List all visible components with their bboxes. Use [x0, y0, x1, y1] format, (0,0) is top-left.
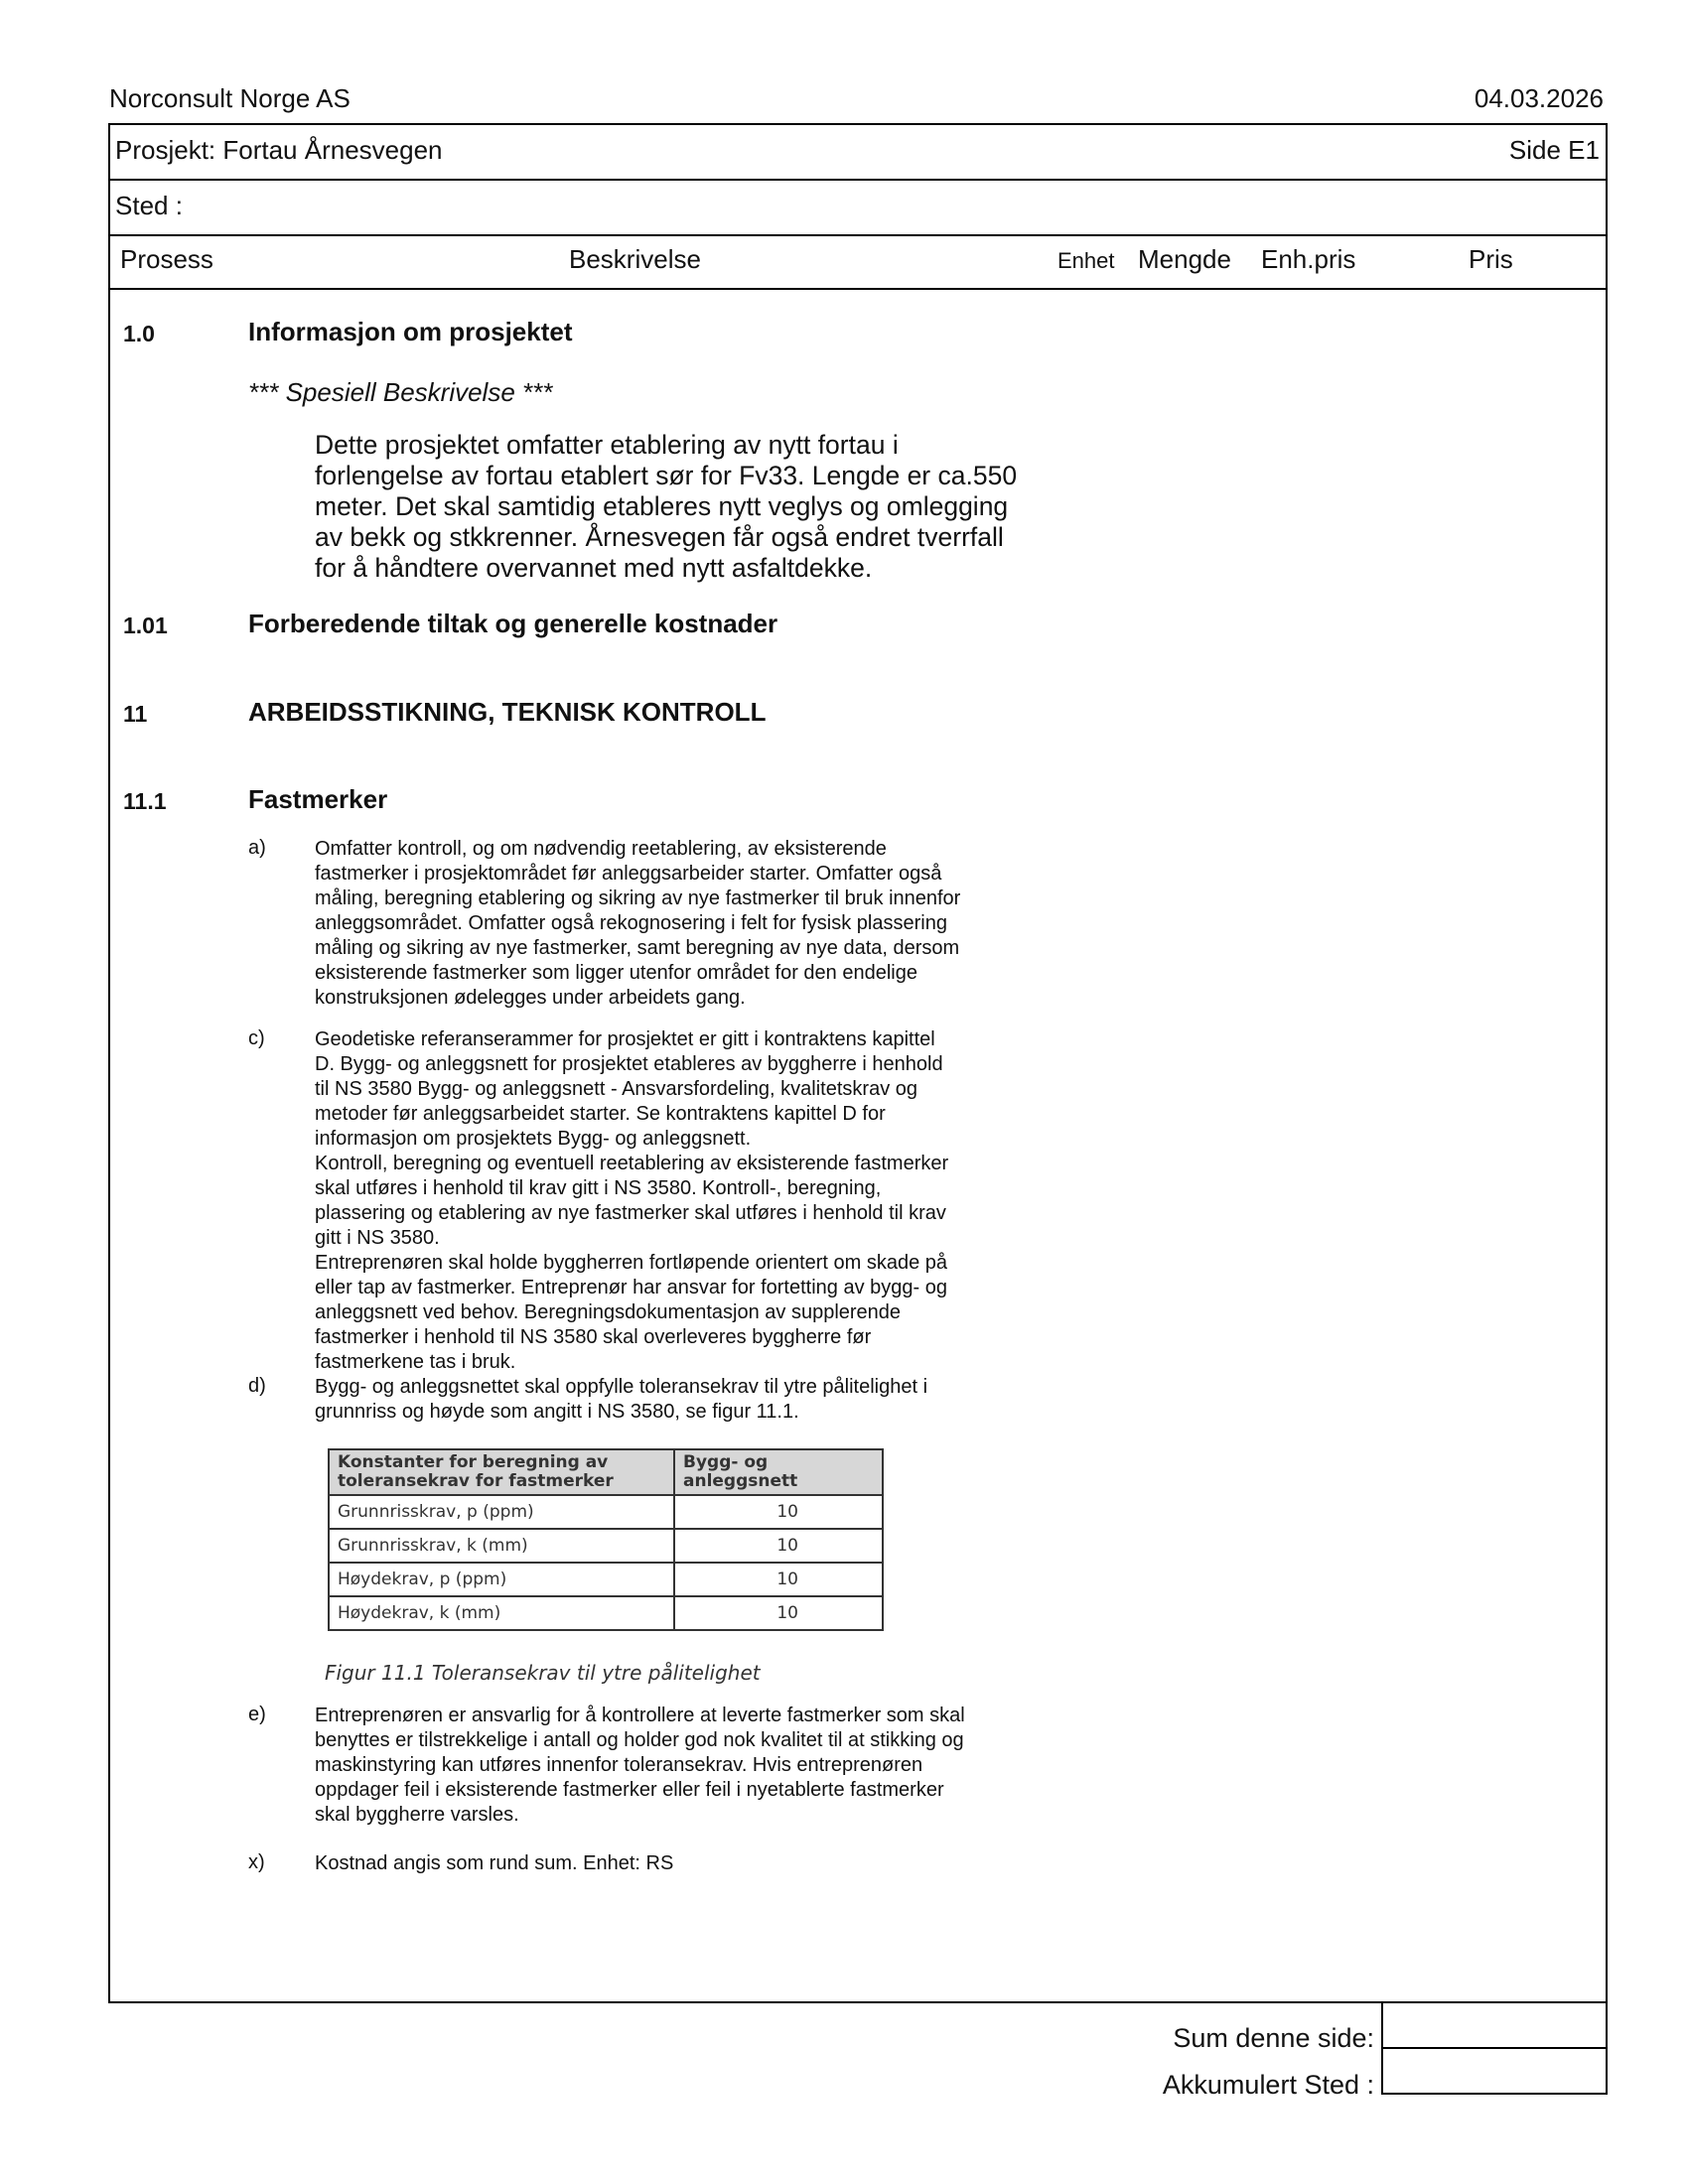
paragraph-label: a) — [248, 837, 266, 859]
column-header-enhet: Enhet — [1057, 248, 1115, 273]
paragraph-d — [315, 1375, 1050, 1425]
section-number: 11 — [123, 701, 148, 727]
sum-page-label: Sum denne side: — [1173, 2023, 1374, 2053]
column-header-beskrivelse: Beskrivelse — [569, 244, 701, 274]
table-cell-value: 10 — [674, 1495, 883, 1529]
table-cell-value: 10 — [674, 1529, 883, 1563]
text-line: fastmerkene tas i bruk. — [315, 1351, 516, 1373]
text-line: grunnriss og høyde som angitt i NS 3580, se figur 11.1. — [315, 1401, 799, 1423]
section-number: 11.1 — [123, 788, 167, 814]
text-line: eksisterende fastmerker som ligger utenfor området for den endelige — [315, 962, 917, 984]
paragraph-label: d) — [248, 1375, 266, 1397]
table-header-row — [329, 1449, 883, 1495]
table-row — [329, 1563, 883, 1596]
text-line: Kontroll, beregning og eventuell reetablering av eksisterende fastmerker — [315, 1153, 949, 1174]
table-cell-label: Grunnrisskrav, p (ppm) — [329, 1495, 674, 1529]
text-line: benyttes er tilstrekkelige i antall og holder god nok kvalitet til at stikking og — [315, 1729, 964, 1751]
text-line: Entreprenøren er ansvarlig for å kontrollere at leverte fastmerker som skal — [315, 1705, 965, 1726]
text-line: fastmerker i henhold til NS 3580 skal overleveres byggherre før — [315, 1326, 872, 1348]
column-header-pris: Pris — [1469, 244, 1513, 274]
paragraph-label: c) — [248, 1027, 265, 1049]
header-line: toleransekrav for fastmerker — [338, 1471, 614, 1491]
text-line: gitt i NS 3580. — [315, 1227, 440, 1249]
paragraph-x — [315, 1851, 1050, 1876]
divider — [110, 179, 1606, 181]
header-line: anleggsnett — [683, 1471, 798, 1491]
company-name: Norconsult Norge AS — [109, 83, 351, 113]
text-line: Geodetiske referanserammer for prosjektet er gitt i kontraktens kapittel — [315, 1028, 935, 1050]
paragraph-e — [315, 1704, 1050, 1828]
table-row — [329, 1596, 883, 1630]
text-line: D. Bygg- og anleggsnett for prosjektet etableres av byggherre i henhold — [315, 1053, 943, 1075]
table-cell-label: Høydekrav, k (mm) — [329, 1596, 674, 1630]
text-line: til NS 3580 Bygg- og anleggsnett - Ansvarsfordeling, kvalitetskrav og — [315, 1078, 917, 1100]
table-cell-label: Grunnrisskrav, k (mm) — [329, 1529, 674, 1563]
divider — [110, 234, 1606, 236]
section-title: Informasjon om prosjektet — [248, 317, 573, 346]
text-line: maskinstyring kan utføres innenfor toleransekrav. Hvis entreprenøren — [315, 1754, 923, 1776]
header-line: Bygg- og — [683, 1452, 769, 1472]
text-line: fastmerker i prosjektområdet før anleggsarbeider starter. Omfatter også — [315, 863, 942, 885]
document-date: 04.03.2026 — [1474, 83, 1604, 113]
text-line: måling, beregning etablering og sikring av nye fastmerker til bruk innenfor — [315, 887, 961, 909]
column-header-mengde: Mengde — [1138, 244, 1231, 274]
table-cell-label: Høydekrav, p (ppm) — [329, 1563, 674, 1596]
text-line: plassering og etablering av nye fastmerker skal utføres i henhold til krav — [315, 1202, 946, 1224]
text-line: skal byggherre varsles. — [315, 1804, 519, 1826]
text-line: for å håndtere overvannet med nytt asfaltdekke. — [315, 553, 873, 583]
paragraph-label: e) — [248, 1704, 266, 1725]
table-header-constants — [329, 1449, 674, 1495]
text-line: Bygg- og anleggsnettet skal oppfylle toleransekrav til ytre pålitelighet i — [315, 1376, 928, 1398]
divider — [110, 288, 1606, 290]
project-description — [315, 430, 1069, 584]
table-header-network — [674, 1449, 883, 1495]
table-row — [329, 1495, 883, 1529]
accumulated-label: Akkumulert Sted : — [1162, 2070, 1374, 2100]
tolerance-table — [328, 1448, 884, 1631]
section-title: Forberedende tiltak og generelle kostnader — [248, 609, 778, 638]
section-number: 1.01 — [123, 613, 168, 638]
page-number: Side E1 — [1508, 135, 1600, 165]
table-row — [329, 1529, 883, 1563]
header-line: Konstanter for beregning av — [338, 1452, 609, 1472]
text-line: Kostnad angis som rund sum. Enhet: RS — [315, 1852, 674, 1874]
paragraph-label: x) — [248, 1851, 265, 1873]
paragraph-c — [315, 1027, 1050, 1375]
section-title: ARBEIDSSTIKNING, TEKNISK KONTROLL — [248, 697, 767, 727]
text-line: av bekk og stkkrenner. Årnesvegen får også endret tverrfall — [315, 522, 1004, 552]
column-header-enhpris: Enh.pris — [1261, 244, 1356, 274]
text-line: anleggsområdet. Omfatter også rekognosering i felt for fysisk plassering — [315, 912, 947, 934]
figure-caption: Figur 11.1 Toleransekrav til ytre pålitelighet — [325, 1661, 761, 1685]
paragraph-a — [315, 837, 1050, 1011]
text-line: Dette prosjektet omfatter etablering av nytt fortau i — [315, 430, 899, 460]
text-line: forlengelse av fortau etablert sør for Fv33. Lengde er ca.550 — [315, 461, 1018, 490]
project-title: Prosjekt: Fortau Årnesvegen — [115, 135, 443, 165]
text-line: måling og sikring av nye fastmerker, samt beregning av nye data, dersom — [315, 937, 960, 959]
text-line: anleggsnett ved behov. Beregningsdokumentasjon av supplerende — [315, 1301, 902, 1323]
section-number: 1.0 — [123, 321, 155, 346]
text-line: Omfatter kontroll, og om nødvendig reetablering, av eksisterende — [315, 838, 887, 860]
accumulated-field[interactable] — [1381, 2047, 1608, 2095]
table-cell-value: 10 — [674, 1563, 883, 1596]
text-line: konstruksjonen ødelegges under arbeidets gang. — [315, 987, 746, 1009]
text-line: eller tap av fastmerker. Entreprenør har ansvar for fortetting av bygg- og — [315, 1277, 947, 1298]
place-label: Sted : — [115, 191, 183, 220]
text-line: skal utføres i henhold til krav gitt i NS 3580. Kontroll-, beregning, — [315, 1177, 882, 1199]
text-line: meter. Det skal samtidig etableres nytt veglys og omlegging — [315, 491, 1009, 521]
text-line: informasjon om prosjektets Bygg- og anleggsnett. — [315, 1128, 752, 1150]
text-line: oppdager feil i eksisterende fastmerker eller feil i nyetablerte fastmerker — [315, 1779, 944, 1801]
special-description-heading: *** Spesiell Beskrivelse *** — [248, 377, 553, 407]
section-title: Fastmerker — [248, 784, 388, 814]
column-header-prosess: Prosess — [120, 244, 213, 274]
table-cell-value: 10 — [674, 1596, 883, 1630]
text-line: metoder før anleggsarbeidet starter. Se kontraktens kapittel D for — [315, 1103, 886, 1125]
text-line: Entreprenøren skal holde byggherren fortløpende orientert om skade på — [315, 1252, 948, 1274]
sum-page-field[interactable] — [1381, 2001, 1608, 2049]
